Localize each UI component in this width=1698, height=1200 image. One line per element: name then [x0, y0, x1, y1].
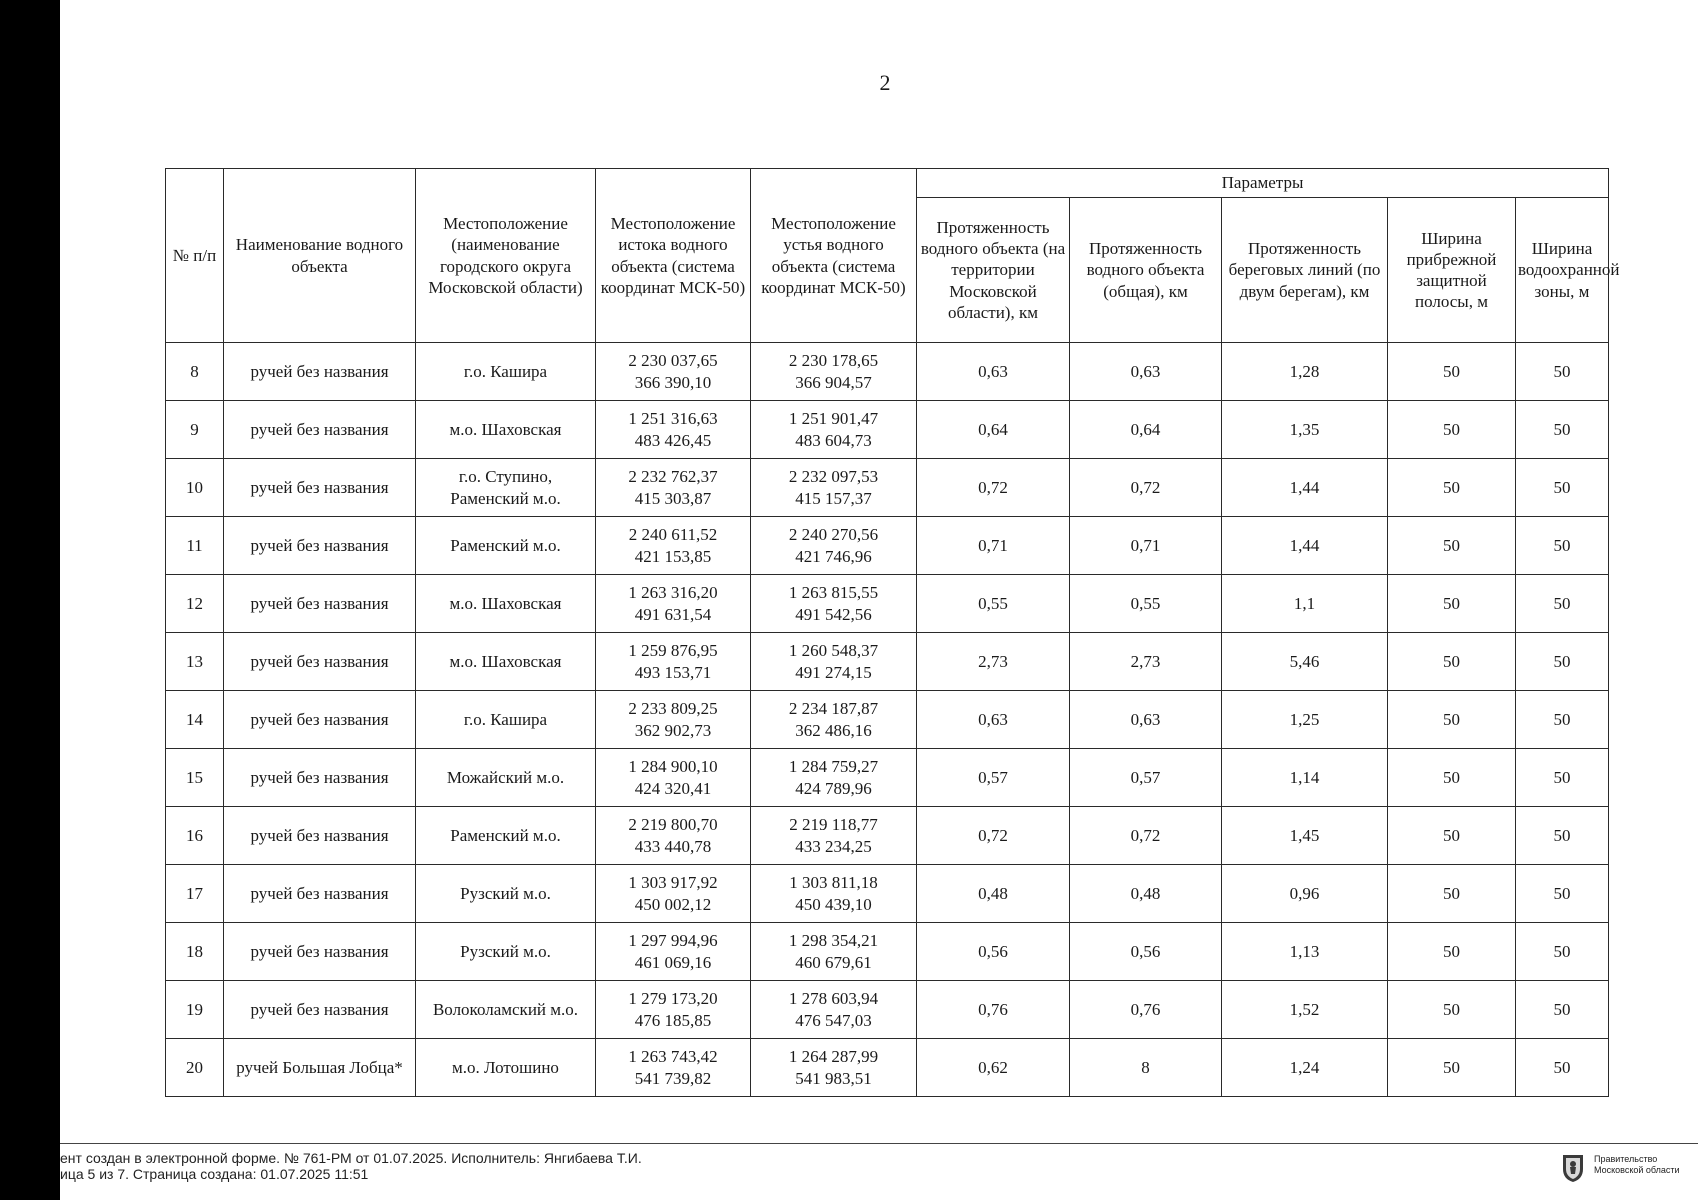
- cell-source-coords: [596, 865, 751, 923]
- cell-length-total: 0,57: [1070, 749, 1222, 807]
- cell-protection-zone: 50: [1516, 807, 1609, 865]
- cell-num: 12: [166, 575, 224, 633]
- cell-location: г.о. Кашира: [416, 343, 596, 401]
- cell-source-coords-x: 1 279 173,20: [628, 989, 718, 1009]
- cell-source-coords: [596, 633, 751, 691]
- cell-length-total: 0,63: [1070, 691, 1222, 749]
- cell-source-coords: [596, 981, 751, 1039]
- cell-mouth-coords-y: 541 983,51: [795, 1068, 872, 1088]
- cell-mouth-coords-y: 421 746,96: [795, 546, 872, 566]
- cell-source-coords-x: 1 259 876,95: [628, 641, 718, 661]
- cell-length-region: 2,73: [917, 633, 1070, 691]
- cell-shoreline: 1,52: [1222, 981, 1388, 1039]
- cell-source-coords-y: 493 153,71: [634, 662, 712, 682]
- cell-shoreline: 1,25: [1222, 691, 1388, 749]
- cell-source-coords: [596, 517, 751, 575]
- cell-length-region: 0,76: [917, 981, 1070, 1039]
- table-row: [166, 401, 1609, 459]
- cell-num: 17: [166, 865, 224, 923]
- header-mouth: Местоположение устья водного объекта (система координат МСК-50): [751, 169, 917, 343]
- cell-source-coords-x: 2 233 809,25: [628, 699, 718, 719]
- cell-mouth-coords-x: 1 251 901,47: [788, 409, 879, 429]
- cell-location: Раменский м.о.: [416, 517, 596, 575]
- cell-length-total: 2,73: [1070, 633, 1222, 691]
- cell-num: 20: [166, 1039, 224, 1097]
- cell-source-coords-y: 483 426,45: [634, 430, 712, 450]
- cell-name: ручей без названия: [224, 575, 416, 633]
- cell-mouth-coords: [751, 517, 917, 575]
- cell-source-coords-y: 424 320,41: [634, 778, 712, 798]
- cell-mouth-coords: [751, 923, 917, 981]
- scan-edge: [0, 0, 60, 1200]
- cell-mouth-coords-y: 362 486,16: [795, 720, 872, 740]
- cell-name: ручей Большая Лобца*: [224, 1039, 416, 1097]
- cell-mouth-coords-y: 483 604,73: [795, 430, 872, 450]
- cell-mouth-coords-y: 476 547,03: [795, 1010, 872, 1030]
- cell-source-coords-x: 1 297 994,96: [628, 931, 718, 951]
- cell-shoreline: 1,45: [1222, 807, 1388, 865]
- cell-source-coords-x: 1 263 743,42: [628, 1047, 718, 1067]
- coat-of-arms-icon: [1557, 1152, 1589, 1184]
- cell-shoreline: 1,13: [1222, 923, 1388, 981]
- table-row: [166, 691, 1609, 749]
- cell-name: ручей без названия: [224, 749, 416, 807]
- cell-length-total: 8: [1070, 1039, 1222, 1097]
- cell-num: 19: [166, 981, 224, 1039]
- cell-source-coords-y: 362 902,73: [634, 720, 712, 740]
- header-coastal-strip: Ширина прибрежной защитной полосы, м: [1388, 198, 1516, 343]
- government-label-line-1: Правительство: [1594, 1154, 1658, 1164]
- cell-length-region: 0,48: [917, 865, 1070, 923]
- table-row: [166, 1039, 1609, 1097]
- table-row: [166, 517, 1609, 575]
- cell-length-region: 0,56: [917, 923, 1070, 981]
- cell-num: 16: [166, 807, 224, 865]
- cell-coastal-strip: 50: [1388, 981, 1516, 1039]
- cell-source-coords-x: 1 251 316,63: [628, 409, 718, 429]
- cell-source-coords-x: 1 303 917,92: [628, 873, 718, 893]
- cell-mouth-coords-y: 491 274,15: [795, 662, 872, 682]
- cell-mouth-coords: [751, 749, 917, 807]
- cell-location: м.о. Шаховская: [416, 401, 596, 459]
- page-number: 2: [879, 70, 891, 95]
- cell-mouth-coords-x: 2 234 187,87: [788, 699, 879, 719]
- cell-protection-zone: 50: [1516, 749, 1609, 807]
- cell-name: ручей без названия: [224, 923, 416, 981]
- cell-mouth-coords: [751, 981, 917, 1039]
- cell-source-coords-y: 450 002,12: [634, 894, 712, 914]
- table-row: [166, 749, 1609, 807]
- cell-coastal-strip: 50: [1388, 807, 1516, 865]
- cell-protection-zone: 50: [1516, 401, 1609, 459]
- cell-source-coords-y: 476 185,85: [634, 1010, 712, 1030]
- cell-length-region: 0,72: [917, 807, 1070, 865]
- cell-mouth-coords-x: 2 240 270,56: [788, 525, 879, 545]
- table-row: [166, 807, 1609, 865]
- header-name: Наименование водного объекта: [224, 169, 416, 343]
- table-row: [166, 981, 1609, 1039]
- cell-mouth-coords: [751, 807, 917, 865]
- cell-length-total: 0,76: [1070, 981, 1222, 1039]
- cell-source-coords: [596, 401, 751, 459]
- cell-protection-zone: 50: [1516, 575, 1609, 633]
- cell-location: Рузский м.о.: [416, 923, 596, 981]
- cell-coastal-strip: 50: [1388, 923, 1516, 981]
- cell-location: м.о. Шаховская: [416, 633, 596, 691]
- cell-protection-zone: 50: [1516, 343, 1609, 401]
- cell-shoreline: 5,46: [1222, 633, 1388, 691]
- cell-num: 11: [166, 517, 224, 575]
- cell-length-total: 0,55: [1070, 575, 1222, 633]
- cell-source-coords-x: 1 284 900,10: [628, 757, 718, 777]
- footer-document-info: [60, 1150, 960, 1182]
- cell-num: 15: [166, 749, 224, 807]
- table-row: [166, 865, 1609, 923]
- cell-location: м.о. Лотошино: [416, 1039, 596, 1097]
- cell-protection-zone: 50: [1516, 691, 1609, 749]
- cell-coastal-strip: 50: [1388, 459, 1516, 517]
- cell-length-region: 0,57: [917, 749, 1070, 807]
- cell-source-coords-y: 541 739,82: [634, 1068, 712, 1088]
- cell-source-coords: [596, 923, 751, 981]
- cell-coastal-strip: 50: [1388, 517, 1516, 575]
- cell-mouth-coords-x: 2 219 118,77: [789, 815, 878, 835]
- cell-num: 8: [166, 343, 224, 401]
- cell-source-coords: [596, 749, 751, 807]
- cell-name: ручей без названия: [224, 633, 416, 691]
- cell-shoreline: 1,35: [1222, 401, 1388, 459]
- cell-coastal-strip: 50: [1388, 401, 1516, 459]
- cell-coastal-strip: 50: [1388, 575, 1516, 633]
- cell-source-coords-y: 461 069,16: [634, 952, 712, 972]
- cell-coastal-strip: 50: [1388, 633, 1516, 691]
- cell-shoreline: 1,44: [1222, 459, 1388, 517]
- cell-mouth-coords-y: 460 679,61: [795, 952, 872, 972]
- cell-shoreline: 1,1: [1222, 575, 1388, 633]
- header-shoreline: Протяженность береговых линий (по двум берегам), км: [1222, 198, 1388, 343]
- header-parameters: Параметры: [917, 169, 1609, 198]
- government-label: [1594, 1154, 1698, 1176]
- cell-protection-zone: 50: [1516, 633, 1609, 691]
- cell-protection-zone: 50: [1516, 459, 1609, 517]
- cell-source-coords-y: 421 153,85: [634, 546, 712, 566]
- cell-coastal-strip: 50: [1388, 865, 1516, 923]
- cell-length-region: 0,55: [917, 575, 1070, 633]
- cell-mouth-coords-y: 366 904,57: [795, 372, 872, 392]
- cell-mouth-coords: [751, 575, 917, 633]
- cell-protection-zone: 50: [1516, 923, 1609, 981]
- cell-mouth-coords: [751, 459, 917, 517]
- cell-source-coords: [596, 807, 751, 865]
- cell-source-coords-x: 1 263 316,20: [628, 583, 718, 603]
- cell-mouth-coords: [751, 401, 917, 459]
- cell-shoreline: 1,24: [1222, 1039, 1388, 1097]
- footer-line-1: ент создан в электронной форме. № 761-РМ от 01.07.2025. Исполнитель: Янгибаева Т.И.: [60, 1150, 642, 1166]
- cell-mouth-coords-y: 450 439,10: [795, 894, 872, 914]
- cell-mouth-coords-x: 2 232 097,53: [788, 467, 879, 487]
- table-row: [166, 343, 1609, 401]
- cell-name: ручей без названия: [224, 401, 416, 459]
- cell-mouth-coords-x: 1 264 287,99: [788, 1047, 879, 1067]
- cell-length-region: 0,62: [917, 1039, 1070, 1097]
- cell-length-region: 0,63: [917, 343, 1070, 401]
- cell-source-coords-y: 433 440,78: [634, 836, 712, 856]
- cell-mouth-coords-x: 2 230 178,65: [788, 351, 879, 371]
- cell-source-coords: [596, 1039, 751, 1097]
- cell-length-total: 0,64: [1070, 401, 1222, 459]
- cell-coastal-strip: 50: [1388, 1039, 1516, 1097]
- cell-length-total: 0,71: [1070, 517, 1222, 575]
- cell-source-coords: [596, 459, 751, 517]
- cell-name: ручей без названия: [224, 865, 416, 923]
- table-row: [166, 575, 1609, 633]
- cell-num: 9: [166, 401, 224, 459]
- cell-source-coords-x: 2 232 762,37: [628, 467, 718, 487]
- cell-location: Можайский м.о.: [416, 749, 596, 807]
- footer-divider: [60, 1143, 1698, 1144]
- cell-num: 13: [166, 633, 224, 691]
- cell-length-region: 0,63: [917, 691, 1070, 749]
- cell-length-region: 0,71: [917, 517, 1070, 575]
- cell-length-region: 0,72: [917, 459, 1070, 517]
- cell-mouth-coords-x: 1 278 603,94: [788, 989, 879, 1009]
- cell-mouth-coords-y: 491 542,56: [795, 604, 872, 624]
- cell-mouth-coords: [751, 865, 917, 923]
- cell-length-total: 0,72: [1070, 459, 1222, 517]
- cell-mouth-coords-y: 424 789,96: [795, 778, 872, 798]
- cell-protection-zone: 50: [1516, 865, 1609, 923]
- cell-length-region: 0,64: [917, 401, 1070, 459]
- cell-name: ручей без названия: [224, 517, 416, 575]
- cell-mouth-coords: [751, 1039, 917, 1097]
- cell-source-coords-y: 415 303,87: [634, 488, 712, 508]
- cell-mouth-coords-x: 1 284 759,27: [788, 757, 879, 777]
- table-body: [166, 343, 1609, 1097]
- cell-protection-zone: 50: [1516, 981, 1609, 1039]
- cell-source-coords-x: 2 230 037,65: [628, 351, 718, 371]
- cell-source-coords: [596, 343, 751, 401]
- cell-name: ручей без названия: [224, 459, 416, 517]
- government-label-line-2: Московской области: [1594, 1165, 1680, 1175]
- cell-location: Рузский м.о.: [416, 865, 596, 923]
- cell-num: 10: [166, 459, 224, 517]
- header-length-total: Протяженность водного объекта (общая), км: [1070, 198, 1222, 343]
- cell-location: Раменский м.о.: [416, 807, 596, 865]
- cell-num: 14: [166, 691, 224, 749]
- cell-location: м.о. Шаховская: [416, 575, 596, 633]
- cell-mouth-coords: [751, 691, 917, 749]
- cell-name: ручей без названия: [224, 691, 416, 749]
- cell-source-coords: [596, 575, 751, 633]
- table-header: [166, 169, 1620, 343]
- cell-length-total: 0,48: [1070, 865, 1222, 923]
- cell-mouth-coords-x: 1 298 354,21: [788, 931, 879, 951]
- cell-coastal-strip: 50: [1388, 343, 1516, 401]
- cell-location: г.о. Ступино, Раменский м.о.: [416, 459, 596, 517]
- cell-location: Волоколамский м.о.: [416, 981, 596, 1039]
- table-row: [166, 459, 1609, 517]
- header-num: № п/п: [166, 169, 224, 343]
- header-length-region: Протяженность водного объекта (на территории Московской области), км: [917, 198, 1070, 343]
- footer-line-2: ица 5 из 7. Страница создана: 01.07.2025 11:51: [60, 1166, 369, 1182]
- cell-shoreline: 1,14: [1222, 749, 1388, 807]
- cell-source-coords-x: 2 240 611,52: [628, 525, 718, 545]
- cell-coastal-strip: 50: [1388, 691, 1516, 749]
- cell-name: ручей без названия: [224, 343, 416, 401]
- cell-shoreline: 0,96: [1222, 865, 1388, 923]
- cell-mouth-coords: [751, 343, 917, 401]
- table-row: [166, 923, 1609, 981]
- cell-protection-zone: 50: [1516, 517, 1609, 575]
- cell-mouth-coords-x: 1 260 548,37: [788, 641, 879, 661]
- table-row: [166, 633, 1609, 691]
- cell-shoreline: 1,44: [1222, 517, 1388, 575]
- header-location: Местоположение (наименование городского округа Московской области): [416, 169, 596, 343]
- cell-source-coords-y: 366 390,10: [634, 372, 712, 392]
- cell-mouth-coords-y: 415 157,37: [795, 488, 872, 508]
- cell-mouth-coords-y: 433 234,25: [795, 836, 872, 856]
- cell-coastal-strip: 50: [1388, 749, 1516, 807]
- cell-length-total: 0,56: [1070, 923, 1222, 981]
- cell-shoreline: 1,28: [1222, 343, 1388, 401]
- cell-source-coords-x: 2 219 800,70: [628, 815, 718, 835]
- cell-source-coords: [596, 691, 751, 749]
- cell-mouth-coords-x: 1 263 815,55: [788, 583, 879, 603]
- cell-mouth-coords: [751, 633, 917, 691]
- cell-length-total: 0,72: [1070, 807, 1222, 865]
- cell-location: г.о. Кашира: [416, 691, 596, 749]
- cell-name: ручей без названия: [224, 807, 416, 865]
- header-source: Местоположение истока водного объекта (система координат МСК-50): [596, 169, 751, 343]
- cell-protection-zone: 50: [1516, 1039, 1609, 1097]
- water-objects-table: [165, 168, 1620, 1097]
- cell-length-total: 0,63: [1070, 343, 1222, 401]
- cell-num: 18: [166, 923, 224, 981]
- header-protection-zone: Ширина водоохранной зоны, м: [1516, 198, 1609, 343]
- cell-mouth-coords-x: 1 303 811,18: [789, 873, 878, 893]
- cell-name: ручей без названия: [224, 981, 416, 1039]
- cell-source-coords-y: 491 631,54: [634, 604, 712, 624]
